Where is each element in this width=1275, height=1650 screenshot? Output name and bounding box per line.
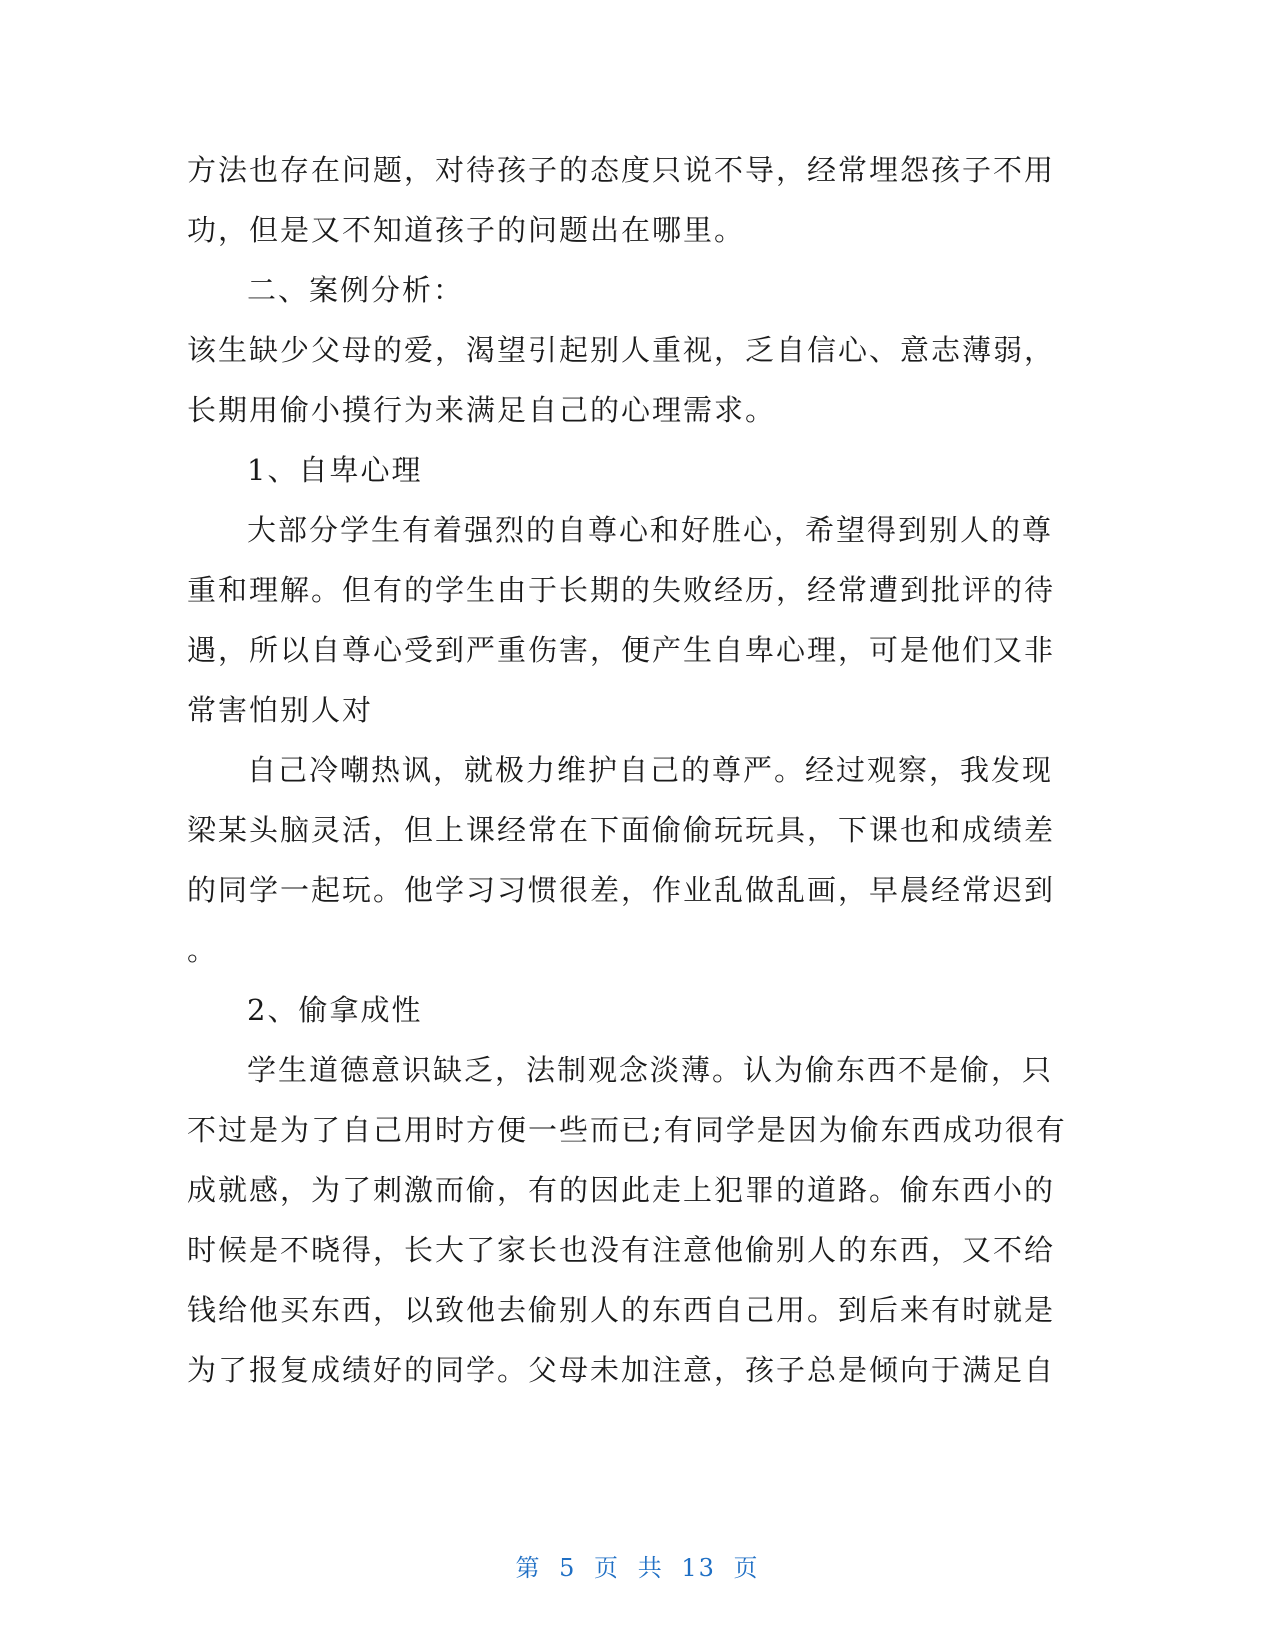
text-line: 遇，所以自尊心受到严重伤害，便产生自卑心理，可是他们又非	[187, 633, 1056, 667]
text-line: 学生道德意识缺乏，法制观念淡薄。认为偷东西不是偷，只	[247, 1053, 1054, 1087]
text-line: 大部分学生有着强烈的自尊心和好胜心，希望得到别人的尊	[247, 513, 1054, 547]
text-line: 长期用偷小摸行为来满足自己的心理需求。	[187, 393, 777, 427]
footer-total-label: 共	[637, 1554, 664, 1582]
footer-current-page: 5	[559, 1554, 577, 1582]
footer-page-unit: 页	[594, 1554, 621, 1582]
footer-total-pages: 13	[681, 1554, 716, 1582]
text-line: 为了报复成绩好的同学。父母未加注意，孩子总是倾向于满足自	[187, 1353, 1056, 1387]
text-line: 常害怕别人对	[187, 693, 374, 727]
text-line: 时候是不晓得，长大了家长也没有注意他偷别人的东西，又不给	[187, 1233, 1056, 1267]
footer-prefix: 第	[515, 1554, 542, 1582]
text-line: 方法也存在问题，对待孩子的态度只说不导，经常埋怨孩子不用	[187, 153, 1056, 187]
text-line: 梁某头脑灵活，但上课经常在下面偷偷玩玩具，下课也和成绩差	[187, 813, 1056, 847]
text-line: 的同学一起玩。他学习习惯很差，作业乱做乱画，早晨经常迟到	[187, 873, 1056, 907]
text-line: 重和理解。但有的学生由于长期的失败经历，经常遭到批评的待	[187, 573, 1056, 607]
text-line: 不过是为了自己用时方便一些而已;有同学是因为偷东西成功很有	[187, 1113, 1067, 1147]
subsection-heading: 1、自卑心理	[247, 453, 423, 487]
text-line: 成就感，为了刺激而偷，有的因此走上犯罪的道路。偷东西小的	[187, 1173, 1056, 1207]
subsection-heading: 2、偷拿成性	[247, 993, 423, 1027]
text-line: 自己冷嘲热讽，就极力维护自己的尊严。经过观察，我发现	[247, 753, 1054, 787]
text-line: 。	[187, 933, 219, 967]
footer-page-unit-end: 页	[733, 1554, 760, 1582]
text-line: 钱给他买东西，以致他去偷别人的东西自己用。到后来有时就是	[187, 1293, 1056, 1327]
text-line: 功，但是又不知道孩子的问题出在哪里。	[187, 213, 746, 247]
section-heading: 二、案例分析：	[247, 273, 465, 307]
document-body	[187, 140, 1067, 1400]
text-line: 该生缺少父母的爱，渴望引起别人重视，乏自信心、意志薄弱，	[187, 333, 1056, 367]
page-footer	[0, 1548, 1275, 1583]
